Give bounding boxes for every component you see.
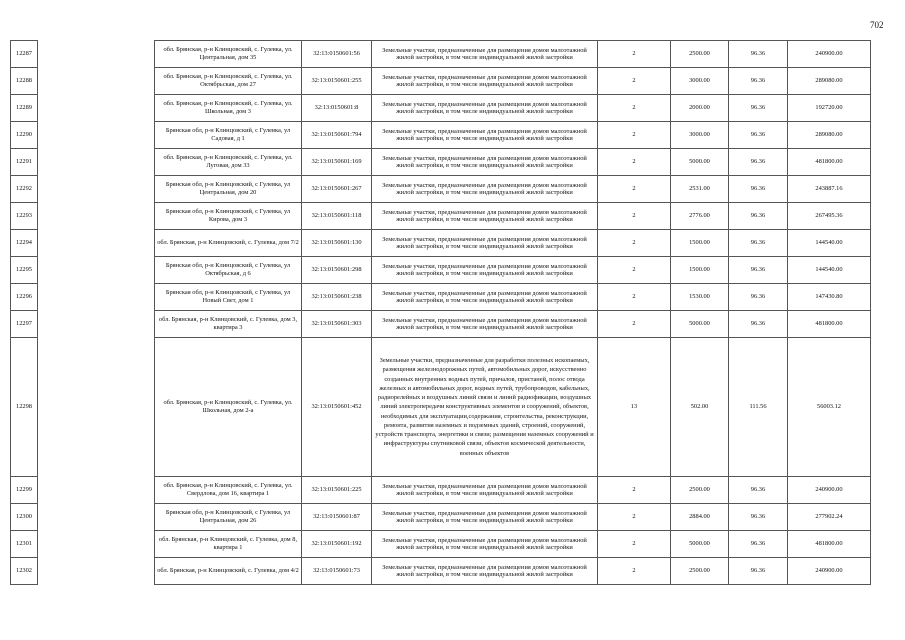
address-cell: Брянская обл, р-н Клинцовский, с Гулевка, ул Кирова, дом 3 bbox=[155, 203, 302, 230]
address-cell: обл. Брянская, р-н Клинцовский, с. Гулевка, ул. Октябрьская, дом 27 bbox=[155, 68, 302, 95]
specific-value-cell: 96.36 bbox=[729, 203, 788, 230]
use-group-cell: 2 bbox=[598, 477, 671, 504]
record-number-cell: 12288 bbox=[11, 68, 38, 95]
record-number-cell: 12298 bbox=[11, 338, 38, 477]
record-number-cell: 12290 bbox=[11, 122, 38, 149]
specific-value-cell: 96.36 bbox=[729, 149, 788, 176]
cadastral-number-cell: 32:13:0150601:794 bbox=[302, 122, 372, 149]
column-gap bbox=[38, 149, 155, 176]
address-cell: обл. Брянская, р-н Клинцовский, с. Гулевка, дом 4/2 bbox=[155, 558, 302, 585]
cadastral-value-cell: 481800.00 bbox=[788, 531, 871, 558]
column-gap bbox=[38, 68, 155, 95]
land-use-cell: Земельные участки, предназначенные для размещения домов малоэтажной жилой застройки, в том числе индивидуальной жилой застройки bbox=[372, 230, 598, 257]
use-group-cell: 2 bbox=[598, 176, 671, 203]
cadastral-value-cell: 144540.00 bbox=[788, 230, 871, 257]
land-use-cell: Земельные участки, предназначенные для размещения домов малоэтажной жилой застройки, в том числе индивидуальной жилой застройки bbox=[372, 531, 598, 558]
land-use-cell: Земельные участки, предназначенные для размещения домов малоэтажной жилой застройки, в том числе индивидуальной жилой застройки bbox=[372, 149, 598, 176]
table-row bbox=[11, 338, 871, 477]
use-group-cell: 2 bbox=[598, 230, 671, 257]
cadastral-value-cell: 267495.36 bbox=[788, 203, 871, 230]
cadastral-number-cell: 32:13:0150601:452 bbox=[302, 338, 372, 477]
land-use-cell: Земельные участки, предназначенные для размещения домов малоэтажной жилой застройки, в том числе индивидуальной жилой застройки bbox=[372, 176, 598, 203]
area-cell: 5000.00 bbox=[671, 531, 729, 558]
area-cell: 2000.00 bbox=[671, 95, 729, 122]
area-cell: 5000.00 bbox=[671, 149, 729, 176]
cadastral-value-cell: 192720.00 bbox=[788, 95, 871, 122]
address-cell: обл. Брянская, р-н Клинцовский, с. Гулевка, дом 7/2 bbox=[155, 230, 302, 257]
table-row bbox=[11, 68, 871, 95]
table-row bbox=[11, 230, 871, 257]
cadastral-value-cell: 277902.24 bbox=[788, 504, 871, 531]
area-cell: 2884.00 bbox=[671, 504, 729, 531]
area-cell: 502.00 bbox=[671, 338, 729, 477]
address-cell: обл. Брянская, р-н Клинцовский, с. Гулевка, ул. Школьная, дом 2-а bbox=[155, 338, 302, 477]
use-group-cell: 13 bbox=[598, 338, 671, 477]
area-cell: 5000.00 bbox=[671, 311, 729, 338]
cadastral-value-cell: 240900.00 bbox=[788, 477, 871, 504]
cadastral-value-cell: 289080.00 bbox=[788, 68, 871, 95]
cadastral-number-cell: 32:13:0150601:238 bbox=[302, 284, 372, 311]
specific-value-cell: 96.36 bbox=[729, 230, 788, 257]
address-cell: обл. Брянская, р-н Клинцовский, с. Гулевка, дом 3, квартира 3 bbox=[155, 311, 302, 338]
use-group-cell: 2 bbox=[598, 558, 671, 585]
use-group-cell: 2 bbox=[598, 122, 671, 149]
column-gap bbox=[38, 477, 155, 504]
area-cell: 3000.00 bbox=[671, 122, 729, 149]
cadastral-value-cell: 240900.00 bbox=[788, 41, 871, 68]
area-cell: 2500.00 bbox=[671, 41, 729, 68]
column-gap bbox=[38, 284, 155, 311]
use-group-cell: 2 bbox=[598, 149, 671, 176]
column-gap bbox=[38, 257, 155, 284]
table-row bbox=[11, 558, 871, 585]
use-group-cell: 2 bbox=[598, 203, 671, 230]
cadastral-value-cell: 289080.00 bbox=[788, 122, 871, 149]
column-gap bbox=[38, 230, 155, 257]
land-use-cell: Земельные участки, предназначенные для размещения домов малоэтажной жилой застройки, в том числе индивидуальной жилой застройки bbox=[372, 95, 598, 122]
area-cell: 2500.00 bbox=[671, 477, 729, 504]
record-number-cell: 12291 bbox=[11, 149, 38, 176]
table-row bbox=[11, 122, 871, 149]
cadastral-value-cell: 56003.12 bbox=[788, 338, 871, 477]
cadastral-number-cell: 32:13:0150601:303 bbox=[302, 311, 372, 338]
table-row bbox=[11, 95, 871, 122]
area-cell: 2500.00 bbox=[671, 558, 729, 585]
record-number-cell: 12297 bbox=[11, 311, 38, 338]
record-number-cell: 12300 bbox=[11, 504, 38, 531]
land-use-cell: Земельные участки, предназначенные для размещения домов малоэтажной жилой застройки, в том числе индивидуальной жилой застройки bbox=[372, 68, 598, 95]
table-row bbox=[11, 284, 871, 311]
record-number-cell: 12296 bbox=[11, 284, 38, 311]
area-cell: 1500.00 bbox=[671, 257, 729, 284]
cadastral-value-cell: 243887.16 bbox=[788, 176, 871, 203]
column-gap bbox=[38, 311, 155, 338]
cadastral-value-cell: 240900.00 bbox=[788, 558, 871, 585]
address-cell: Брянская обл, р-н Клинцовский, с Гулевка, ул Центральная, дом 26 bbox=[155, 504, 302, 531]
cadastral-number-cell: 32:13:0150601:255 bbox=[302, 68, 372, 95]
cadastral-value-cell: 144540.00 bbox=[788, 257, 871, 284]
table-row bbox=[11, 531, 871, 558]
table-row bbox=[11, 504, 871, 531]
specific-value-cell: 96.36 bbox=[729, 176, 788, 203]
address-cell: Брянская обл, р-н Клинцовский, с Гулевка, ул Новый Свет, дом 1 bbox=[155, 284, 302, 311]
specific-value-cell: 96.36 bbox=[729, 531, 788, 558]
cadastral-value-cell: 481800.00 bbox=[788, 149, 871, 176]
table-row bbox=[11, 203, 871, 230]
specific-value-cell: 96.36 bbox=[729, 95, 788, 122]
record-number-cell: 12301 bbox=[11, 531, 38, 558]
land-use-cell: Земельные участки, предназначенные для размещения домов малоэтажной жилой застройки, в том числе индивидуальной жилой застройки bbox=[372, 311, 598, 338]
record-number-cell: 12293 bbox=[11, 203, 38, 230]
table-row bbox=[11, 149, 871, 176]
address-cell: Брянская обл, р-н Клинцовский, с Гулевка, ул Центральная, дом 20 bbox=[155, 176, 302, 203]
record-number-cell: 12295 bbox=[11, 257, 38, 284]
land-use-cell: Земельные участки, предназначенные для размещения домов малоэтажной жилой застройки, в том числе индивидуальной жилой застройки bbox=[372, 41, 598, 68]
column-gap bbox=[38, 122, 155, 149]
table-row bbox=[11, 41, 871, 68]
table-row bbox=[11, 176, 871, 203]
use-group-cell: 2 bbox=[598, 257, 671, 284]
record-number-cell: 12289 bbox=[11, 95, 38, 122]
record-number-cell: 12302 bbox=[11, 558, 38, 585]
cadastral-number-cell: 32:13:0150601:87 bbox=[302, 504, 372, 531]
table-row bbox=[11, 257, 871, 284]
specific-value-cell: 96.36 bbox=[729, 68, 788, 95]
use-group-cell: 2 bbox=[598, 41, 671, 68]
land-use-cell: Земельные участки, предназначенные для размещения домов малоэтажной жилой застройки, в том числе индивидуальной жилой застройки bbox=[372, 558, 598, 585]
specific-value-cell: 96.36 bbox=[729, 311, 788, 338]
address-cell: Брянская обл, р-н Клинцовский, с Гулевка, ул Октябрьская, д 6 bbox=[155, 257, 302, 284]
record-number-cell: 12292 bbox=[11, 176, 38, 203]
table-row bbox=[11, 477, 871, 504]
land-use-cell: Земельные участки, предназначенные для размещения домов малоэтажной жилой застройки, в том числе индивидуальной жилой застройки bbox=[372, 477, 598, 504]
address-cell: Брянская обл, р-н Клинцовский, с Гулевка, ул Садовая, д 1 bbox=[155, 122, 302, 149]
cadastral-number-cell: 32:13:0150601:130 bbox=[302, 230, 372, 257]
address-cell: обл. Брянская, р-н Клинцовский, с. Гулевка, ул. Центральная, дом 35 bbox=[155, 41, 302, 68]
column-gap bbox=[38, 504, 155, 531]
address-cell: обл. Брянская, р-н Клинцовский, с. Гулевка, ул. Луговая, дом 33 bbox=[155, 149, 302, 176]
specific-value-cell: 96.36 bbox=[729, 284, 788, 311]
land-use-cell: Земельные участки, предназначенные для разработки полезных ископаемых, размещения железнодорожных путей, автомобильных дорог, искусственно созданных внутренних водных путей, причалов, пристаней, полос отвода железных и автомобильных дорог, водных путей, трубопроводов, кабельных, радиорелейных и воздушных линий связи и линий радиофикации, воздушных линий электропередачи конструктивных элементов и сооружений, объектов, необходимых для эксплуатации,содержания, строительства, реконструкции, ремонта, развития наземных и подземных зданий, строений, сооружений, устройств транспорта, энергетики и связи; размещения наземных сооружений и инфраструктуры спутниковой связи, объектов космической деятельности, военных объектов bbox=[372, 338, 598, 477]
column-gap bbox=[38, 95, 155, 122]
specific-value-cell: 96.36 bbox=[729, 257, 788, 284]
use-group-cell: 2 bbox=[598, 95, 671, 122]
column-gap bbox=[38, 41, 155, 68]
specific-value-cell: 96.36 bbox=[729, 558, 788, 585]
record-number-cell: 12294 bbox=[11, 230, 38, 257]
cadastral-number-cell: 32:13:0150601:56 bbox=[302, 41, 372, 68]
address-cell: обл. Брянская, р-н Клинцовский, с. Гулевка, ул. Свердлова, дом 16, квартира 1 bbox=[155, 477, 302, 504]
cadastral-number-cell: 32:13:0150601:267 bbox=[302, 176, 372, 203]
use-group-cell: 2 bbox=[598, 531, 671, 558]
page-number: 702 bbox=[870, 20, 884, 30]
area-cell: 1530.00 bbox=[671, 284, 729, 311]
area-cell: 2776.00 bbox=[671, 203, 729, 230]
specific-value-cell: 96.36 bbox=[729, 41, 788, 68]
cadastral-number-cell: 32:13:0150601:169 bbox=[302, 149, 372, 176]
cadastral-number-cell: 32:13:0150601:8 bbox=[302, 95, 372, 122]
column-gap bbox=[38, 338, 155, 477]
use-group-cell: 2 bbox=[598, 504, 671, 531]
land-use-cell: Земельные участки, предназначенные для размещения домов малоэтажной жилой застройки, в том числе индивидуальной жилой застройки bbox=[372, 257, 598, 284]
column-gap bbox=[38, 176, 155, 203]
specific-value-cell: 96.36 bbox=[729, 122, 788, 149]
use-group-cell: 2 bbox=[598, 284, 671, 311]
area-cell: 1500.00 bbox=[671, 230, 729, 257]
specific-value-cell: 111.56 bbox=[729, 338, 788, 477]
cadastral-value-cell: 147430.80 bbox=[788, 284, 871, 311]
cadastral-number-cell: 32:13:0150601:225 bbox=[302, 477, 372, 504]
address-cell: обл. Брянская, р-н Клинцовский, с. Гулевка, ул. Школьная, дом 3 bbox=[155, 95, 302, 122]
specific-value-cell: 96.36 bbox=[729, 504, 788, 531]
record-number-cell: 12287 bbox=[11, 41, 38, 68]
column-gap bbox=[38, 558, 155, 585]
cadastral-number-cell: 32:13:0150601:73 bbox=[302, 558, 372, 585]
cadastral-number-cell: 32:13:0150601:118 bbox=[302, 203, 372, 230]
column-gap bbox=[38, 531, 155, 558]
address-cell: обл. Брянская, р-н Клинцовский, с. Гулевка, дом 8, квартира 1 bbox=[155, 531, 302, 558]
record-number-cell: 12299 bbox=[11, 477, 38, 504]
cadastral-value-table bbox=[10, 40, 871, 585]
specific-value-cell: 96.36 bbox=[729, 477, 788, 504]
cadastral-number-cell: 32:13:0150601:298 bbox=[302, 257, 372, 284]
land-use-cell: Земельные участки, предназначенные для размещения домов малоэтажной жилой застройки, в том числе индивидуальной жилой застройки bbox=[372, 203, 598, 230]
area-cell: 2531.00 bbox=[671, 176, 729, 203]
column-gap bbox=[38, 203, 155, 230]
use-group-cell: 2 bbox=[598, 68, 671, 95]
area-cell: 3000.00 bbox=[671, 68, 729, 95]
cadastral-number-cell: 32:13:0150601:192 bbox=[302, 531, 372, 558]
table-row bbox=[11, 311, 871, 338]
land-use-cell: Земельные участки, предназначенные для размещения домов малоэтажной жилой застройки, в том числе индивидуальной жилой застройки bbox=[372, 504, 598, 531]
land-use-cell: Земельные участки, предназначенные для размещения домов малоэтажной жилой застройки, в том числе индивидуальной жилой застройки bbox=[372, 122, 598, 149]
use-group-cell: 2 bbox=[598, 311, 671, 338]
cadastral-value-cell: 481800.00 bbox=[788, 311, 871, 338]
land-use-cell: Земельные участки, предназначенные для размещения домов малоэтажной жилой застройки, в том числе индивидуальной жилой застройки bbox=[372, 284, 598, 311]
